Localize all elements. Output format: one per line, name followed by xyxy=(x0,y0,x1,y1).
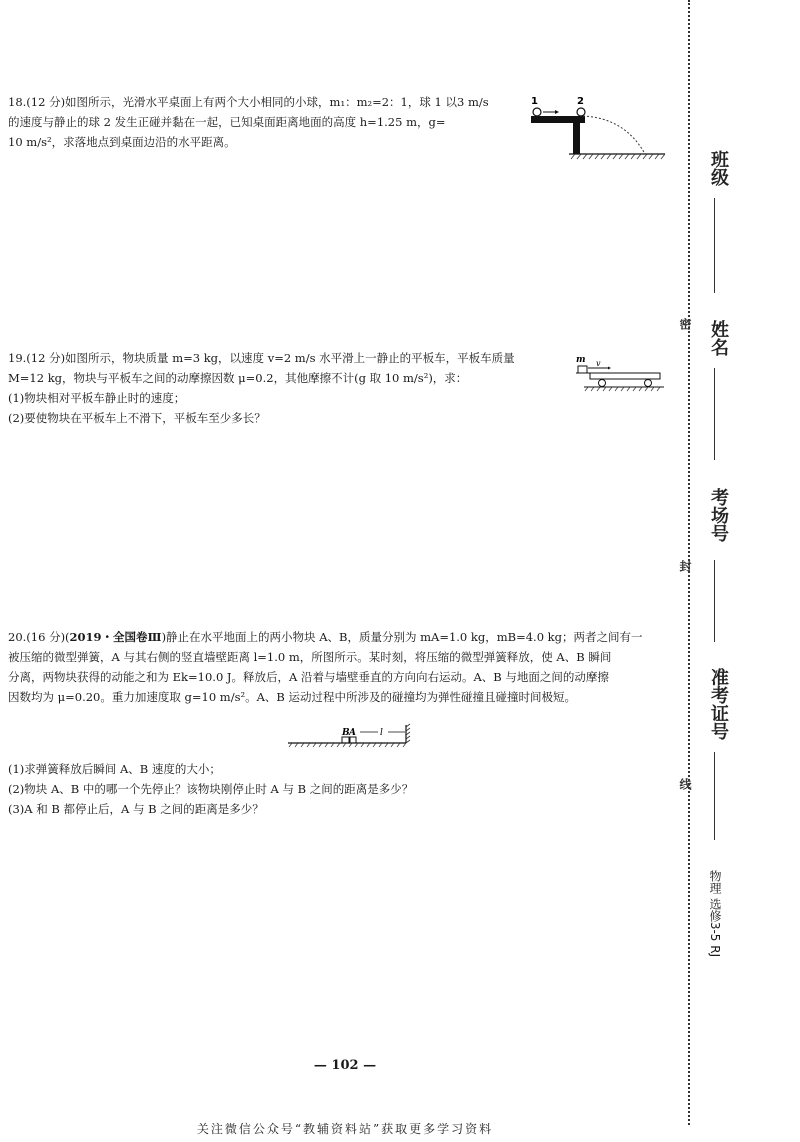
question-20 xyxy=(8,627,643,707)
block-m xyxy=(578,366,587,373)
wheel-left xyxy=(599,380,606,387)
ball-1-label: 1 xyxy=(531,96,538,107)
seal-mark-xian: 线 xyxy=(678,778,692,790)
q20-sub-2: (2)物块 A、B 中的哪一个先停止？该物块刚停止时 A 与 B 之间的距离是多少？ xyxy=(8,782,414,796)
q20-number: 20.(16 分)( xyxy=(8,630,70,644)
distance-l-label: l xyxy=(380,728,383,738)
ground-hatch xyxy=(585,387,660,391)
block-a-label: A xyxy=(349,728,356,738)
arrow-head-icon xyxy=(608,367,611,370)
q20-first-line-rest: )静止在水平地面上的两小物块 A、B，质量分别为 mA=1.0 kg，mB=4.0 kg；两者之间有一 xyxy=(161,630,643,644)
block-b-label: B xyxy=(342,728,350,738)
q20-wall-figure xyxy=(288,722,412,750)
trajectory-curve xyxy=(583,116,645,154)
q20-source: 2019・全国卷Ⅲ xyxy=(69,630,162,644)
q20-line-4: 因数均为 μ=0.20。重力加速度取 g=10 m/s²。A、B 运动过程中所涉及的碰撞均为弹性碰撞且碰撞时间极短。 xyxy=(8,690,577,704)
q19-line-1: 19.(12 分)如图所示，物块质量 m=3 kg，以速度 v=2 m/s 水平滑上一静止的平板车，平板车质量 xyxy=(8,351,515,365)
ball-1 xyxy=(533,108,541,116)
field-name-underline xyxy=(714,368,715,460)
arrow-head-icon xyxy=(555,110,559,114)
question-18 xyxy=(8,92,489,152)
flatcar-board xyxy=(590,373,660,379)
q20-line-1 xyxy=(8,627,643,647)
q20-sub-1: (1)求弹簧释放后瞬间 A、B 速度的大小； xyxy=(8,762,221,776)
q20-subquestions xyxy=(8,759,413,819)
q20-line-3: 分离，两物块获得的动能之和为 Ek=10.0 J。释放后，A 沿着与墙壁垂直的方向向右运动。A、B 与地面之间的动摩擦 xyxy=(8,670,609,684)
ground-hatch xyxy=(571,154,665,159)
velocity-v-label: v xyxy=(596,359,601,368)
page-number: — 102 — xyxy=(313,1058,377,1073)
q19-cart-figure xyxy=(574,352,666,396)
q20-line-2: 被压缩的微型弹簧，A 与其右侧的竖直墙壁距离 l=1.0 m，所图所示。某时刻，将压缩的微型弹簧释放，使 A、B 瞬间 xyxy=(8,650,612,664)
field-room-label: 考场号 xyxy=(708,488,729,542)
wall-hatch xyxy=(406,724,410,743)
seal-mark-feng: 封 xyxy=(678,560,692,572)
q19-line-2: M=12 kg，物块与平板车之间的动摩擦因数 μ=0.2，其他摩擦不计(g 取 10 m/s²)，求： xyxy=(8,371,468,385)
table-leg xyxy=(573,116,580,154)
field-room-underline xyxy=(714,560,715,642)
field-admission-underline xyxy=(714,752,715,840)
field-admission-label: 准考证号 xyxy=(708,668,729,740)
q19-line-3: (1)物块相对平板车静止时的速度； xyxy=(8,391,186,405)
q18-line-2: 的速度与静止的球 2 发生正碰并黏在一起，已知桌面距离地面的高度 h=1.25 m，g= xyxy=(8,115,446,129)
q18-line-3: 10 m/s²，求落地点到桌面边沿的水平距离。 xyxy=(8,135,236,149)
question-19 xyxy=(8,348,515,428)
ball-2 xyxy=(577,108,585,116)
ball-2-label: 2 xyxy=(577,96,584,107)
q20-sub-3: (3)A 和 B 都停止后，A 与 B 之间的距离是多少？ xyxy=(8,802,264,816)
q18-line-1: 18.(12 分)如图所示，光滑水平桌面上有两个大小相同的小球，m₁：m₂=2：1，球 1 以3 m/s xyxy=(8,95,489,109)
q18-table-figure xyxy=(525,92,667,160)
wheel-right xyxy=(645,380,652,387)
block-m-label: m xyxy=(576,355,586,365)
footer-note: 关注微信公众号“教辅资料站”获取更多学习资料 xyxy=(196,1122,494,1136)
seal-mark-mi: 密 xyxy=(678,318,692,330)
field-class-underline xyxy=(714,198,715,293)
q19-line-4: (2)要使物块在平板车上不滑下，平板车至少多长？ xyxy=(8,411,266,425)
field-class-label: 班级 xyxy=(708,150,729,186)
subject-label: 物理 选修3-5 RJ xyxy=(708,870,722,958)
field-name-label: 姓名 xyxy=(708,320,729,356)
